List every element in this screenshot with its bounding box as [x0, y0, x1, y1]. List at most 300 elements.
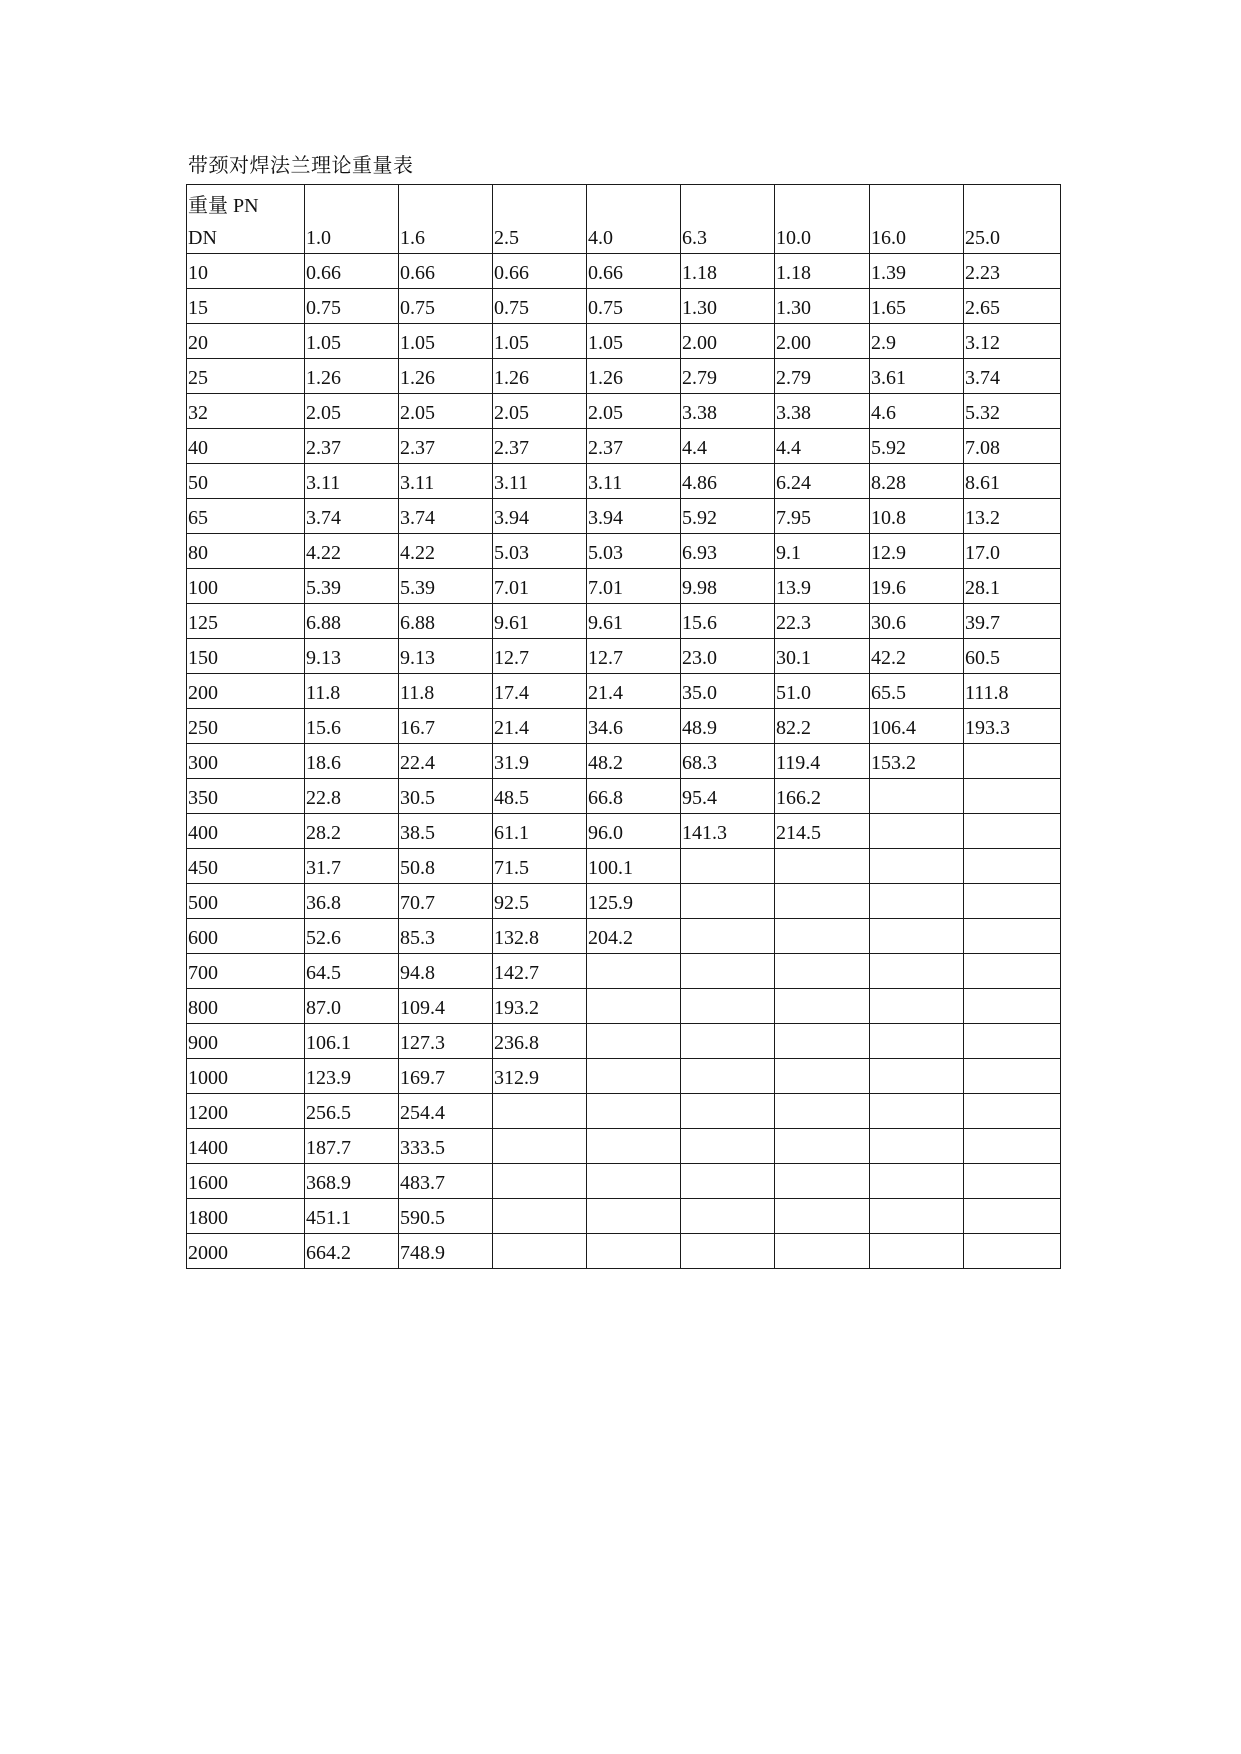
weight-cell: [775, 1164, 870, 1199]
dn-cell: 450: [187, 849, 305, 884]
dn-cell: 700: [187, 954, 305, 989]
dn-cell: 250: [187, 709, 305, 744]
dn-cell: 100: [187, 569, 305, 604]
weight-cell: 483.7: [399, 1164, 493, 1199]
weight-cell: [870, 1164, 964, 1199]
weight-cell: 3.94: [587, 499, 681, 534]
weight-cell: [775, 954, 870, 989]
dn-cell: 1400: [187, 1129, 305, 1164]
weight-cell: 35.0: [681, 674, 775, 709]
weight-cell: 3.11: [399, 464, 493, 499]
weight-cell: 6.88: [305, 604, 399, 639]
table-row: [187, 604, 1061, 639]
weight-cell: 11.8: [305, 674, 399, 709]
weight-cell: [493, 1094, 587, 1129]
weight-cell: 2.9: [870, 324, 964, 359]
weight-cell: 2.05: [587, 394, 681, 429]
weight-cell: 1.26: [305, 359, 399, 394]
weight-cell: 193.2: [493, 989, 587, 1024]
dn-cell: 50: [187, 464, 305, 499]
dn-cell: 2000: [187, 1234, 305, 1269]
weight-cell: [870, 1234, 964, 1269]
weight-cell: 7.95: [775, 499, 870, 534]
weight-cell: 48.9: [681, 709, 775, 744]
weight-cell: 94.8: [399, 954, 493, 989]
weight-cell: 8.61: [964, 464, 1061, 499]
weight-cell: [775, 884, 870, 919]
weight-cell: 38.5: [399, 814, 493, 849]
header-row: [187, 185, 1061, 254]
weight-cell: 10.8: [870, 499, 964, 534]
table-row: [187, 1059, 1061, 1094]
weight-cell: 9.98: [681, 569, 775, 604]
weight-cell: [775, 1234, 870, 1269]
weight-cell: 4.4: [681, 429, 775, 464]
weight-cell: [681, 1129, 775, 1164]
table-row: [187, 534, 1061, 569]
table-row: [187, 639, 1061, 674]
weight-cell: 71.5: [493, 849, 587, 884]
weight-cell: [681, 919, 775, 954]
weight-cell: 451.1: [305, 1199, 399, 1234]
weight-cell: [493, 1164, 587, 1199]
weight-cell: 0.75: [305, 289, 399, 324]
weight-cell: 256.5: [305, 1094, 399, 1129]
weight-cell: 1.26: [493, 359, 587, 394]
dn-cell: 1200: [187, 1094, 305, 1129]
weight-cell: 30.5: [399, 779, 493, 814]
weight-cell: [870, 1199, 964, 1234]
dn-cell: 40: [187, 429, 305, 464]
weight-cell: 3.12: [964, 324, 1061, 359]
weight-cell: 3.38: [681, 394, 775, 429]
weight-cell: [775, 989, 870, 1024]
weight-cell: [964, 1059, 1061, 1094]
weight-cell: 12.9: [870, 534, 964, 569]
weight-cell: 9.61: [587, 604, 681, 639]
table-row: [187, 779, 1061, 814]
table-row: [187, 324, 1061, 359]
weight-cell: 22.8: [305, 779, 399, 814]
weight-cell: 312.9: [493, 1059, 587, 1094]
table-row: [187, 359, 1061, 394]
weight-cell: [964, 1094, 1061, 1129]
dn-cell: 600: [187, 919, 305, 954]
dn-cell: 200: [187, 674, 305, 709]
weight-cell: [964, 1234, 1061, 1269]
table-row: [187, 989, 1061, 1024]
weight-cell: [681, 1094, 775, 1129]
weight-cell: 2.05: [305, 394, 399, 429]
weight-cell: 5.03: [587, 534, 681, 569]
dn-cell: 350: [187, 779, 305, 814]
weight-cell: [681, 884, 775, 919]
weight-cell: 0.75: [399, 289, 493, 324]
weight-cell: 60.5: [964, 639, 1061, 674]
dn-cell: 1600: [187, 1164, 305, 1199]
weight-cell: [964, 919, 1061, 954]
table-row: [187, 254, 1061, 289]
weight-cell: 111.8: [964, 674, 1061, 709]
weight-cell: 15.6: [305, 709, 399, 744]
weight-cell: 17.4: [493, 674, 587, 709]
weight-cell: 169.7: [399, 1059, 493, 1094]
weight-cell: 42.2: [870, 639, 964, 674]
weight-cell: 34.6: [587, 709, 681, 744]
weight-cell: 22.4: [399, 744, 493, 779]
weight-cell: 48.2: [587, 744, 681, 779]
weight-cell: 9.13: [305, 639, 399, 674]
dn-cell: 300: [187, 744, 305, 779]
weight-cell: 142.7: [493, 954, 587, 989]
weight-cell: 85.3: [399, 919, 493, 954]
weight-cell: 23.0: [681, 639, 775, 674]
weight-cell: 0.66: [399, 254, 493, 289]
weight-cell: 64.5: [305, 954, 399, 989]
weight-cell: 15.6: [681, 604, 775, 639]
weight-cell: [587, 1059, 681, 1094]
weight-cell: 82.2: [775, 709, 870, 744]
weight-cell: [681, 1234, 775, 1269]
weight-cell: 13.2: [964, 499, 1061, 534]
weight-cell: [964, 1164, 1061, 1199]
weight-cell: 50.8: [399, 849, 493, 884]
weight-cell: 1.05: [399, 324, 493, 359]
pn-header-cell: 1.0: [305, 185, 399, 254]
weight-cell: 2.05: [493, 394, 587, 429]
weight-cell: 125.9: [587, 884, 681, 919]
weight-cell: 28.1: [964, 569, 1061, 604]
table-row: [187, 464, 1061, 499]
weight-cell: [964, 849, 1061, 884]
weight-cell: 70.7: [399, 884, 493, 919]
weight-cell: [870, 814, 964, 849]
weight-cell: 17.0: [964, 534, 1061, 569]
table-row: [187, 499, 1061, 534]
weight-cell: 0.66: [587, 254, 681, 289]
weight-cell: [775, 1024, 870, 1059]
dn-cell: 25: [187, 359, 305, 394]
dn-cell: 400: [187, 814, 305, 849]
weight-cell: 6.24: [775, 464, 870, 499]
weight-cell: [587, 1164, 681, 1199]
weight-cell: [870, 1059, 964, 1094]
weight-cell: [587, 954, 681, 989]
weight-cell: 1.18: [681, 254, 775, 289]
weight-cell: [775, 1094, 870, 1129]
weight-cell: 2.37: [587, 429, 681, 464]
table-row: [187, 1024, 1061, 1059]
weight-cell: 123.9: [305, 1059, 399, 1094]
corner-dn-label: DN: [188, 227, 217, 249]
weight-cell: 87.0: [305, 989, 399, 1024]
weight-cell: 3.11: [305, 464, 399, 499]
table-row: [187, 429, 1061, 464]
weight-cell: 28.2: [305, 814, 399, 849]
weight-cell: [493, 1199, 587, 1234]
table-row: [187, 394, 1061, 429]
dn-cell: 150: [187, 639, 305, 674]
weight-cell: 68.3: [681, 744, 775, 779]
weight-cell: [681, 1164, 775, 1199]
weight-cell: 100.1: [587, 849, 681, 884]
weight-cell: 11.8: [399, 674, 493, 709]
pn-header-cell: 10.0: [775, 185, 870, 254]
weight-cell: 5.39: [305, 569, 399, 604]
table-row: [187, 849, 1061, 884]
weight-cell: [775, 1129, 870, 1164]
weight-cell: 0.75: [493, 289, 587, 324]
weight-cell: 4.22: [399, 534, 493, 569]
table-row: [187, 954, 1061, 989]
weight-cell: [775, 849, 870, 884]
weight-cell: 0.75: [587, 289, 681, 324]
weight-cell: 16.7: [399, 709, 493, 744]
weight-cell: [775, 1199, 870, 1234]
table-row: [187, 744, 1061, 779]
weight-cell: [870, 1024, 964, 1059]
weight-cell: 39.7: [964, 604, 1061, 639]
weight-cell: 22.3: [775, 604, 870, 639]
weight-cell: 1.65: [870, 289, 964, 324]
weight-cell: 36.8: [305, 884, 399, 919]
weight-cell: 2.37: [399, 429, 493, 464]
weight-cell: 5.39: [399, 569, 493, 604]
weight-cell: [587, 1129, 681, 1164]
weight-cell: 2.05: [399, 394, 493, 429]
pn-header-cell: 25.0: [964, 185, 1061, 254]
weight-cell: 132.8: [493, 919, 587, 954]
weight-cell: 18.6: [305, 744, 399, 779]
weight-cell: 1.05: [493, 324, 587, 359]
weight-cell: [870, 954, 964, 989]
weight-cell: [964, 1129, 1061, 1164]
table-row: [187, 1199, 1061, 1234]
weight-cell: 2.00: [775, 324, 870, 359]
weight-cell: [964, 1199, 1061, 1234]
weight-cell: 236.8: [493, 1024, 587, 1059]
weight-cell: [870, 849, 964, 884]
weight-cell: [681, 1059, 775, 1094]
weight-cell: 9.1: [775, 534, 870, 569]
weight-cell: 5.32: [964, 394, 1061, 429]
weight-cell: [681, 1199, 775, 1234]
weight-cell: 3.11: [587, 464, 681, 499]
weight-cell: 8.28: [870, 464, 964, 499]
weight-cell: [681, 954, 775, 989]
table-row: [187, 569, 1061, 604]
weight-cell: [964, 884, 1061, 919]
weight-cell: [870, 884, 964, 919]
dn-cell: 1000: [187, 1059, 305, 1094]
weight-cell: 4.22: [305, 534, 399, 569]
weight-cell: [681, 849, 775, 884]
weight-cell: [587, 1234, 681, 1269]
corner-weight-pn-label: 重量 PN: [188, 195, 259, 217]
weight-cell: 590.5: [399, 1199, 493, 1234]
weight-cell: 193.3: [964, 709, 1061, 744]
weight-cell: 3.74: [305, 499, 399, 534]
weight-cell: 96.0: [587, 814, 681, 849]
weight-cell: [681, 1024, 775, 1059]
weight-cell: 31.7: [305, 849, 399, 884]
weight-cell: [681, 989, 775, 1024]
flange-weight-table: [186, 184, 1061, 1269]
weight-cell: 166.2: [775, 779, 870, 814]
weight-cell: 2.37: [493, 429, 587, 464]
weight-cell: [964, 989, 1061, 1024]
weight-cell: 9.13: [399, 639, 493, 674]
dn-cell: 32: [187, 394, 305, 429]
table-row: [187, 709, 1061, 744]
dn-cell: 80: [187, 534, 305, 569]
dn-cell: 1800: [187, 1199, 305, 1234]
weight-cell: [870, 989, 964, 1024]
weight-cell: 204.2: [587, 919, 681, 954]
weight-cell: [870, 779, 964, 814]
table-row: [187, 884, 1061, 919]
table-row: [187, 289, 1061, 324]
weight-cell: 1.39: [870, 254, 964, 289]
table-body: [187, 185, 1061, 1269]
weight-cell: 1.05: [305, 324, 399, 359]
weight-cell: 30.6: [870, 604, 964, 639]
weight-cell: 13.9: [775, 569, 870, 604]
table-row: [187, 674, 1061, 709]
table-row: [187, 1094, 1061, 1129]
weight-cell: [775, 919, 870, 954]
weight-cell: 61.1: [493, 814, 587, 849]
weight-cell: 95.4: [681, 779, 775, 814]
weight-cell: 9.61: [493, 604, 587, 639]
weight-cell: 106.1: [305, 1024, 399, 1059]
weight-cell: 5.03: [493, 534, 587, 569]
weight-cell: 333.5: [399, 1129, 493, 1164]
weight-cell: [964, 779, 1061, 814]
dn-cell: 65: [187, 499, 305, 534]
weight-cell: 30.1: [775, 639, 870, 674]
pn-header-cell: 4.0: [587, 185, 681, 254]
weight-cell: [964, 814, 1061, 849]
weight-cell: 0.66: [493, 254, 587, 289]
weight-cell: 4.4: [775, 429, 870, 464]
weight-cell: 1.30: [775, 289, 870, 324]
weight-cell: 109.4: [399, 989, 493, 1024]
weight-cell: 51.0: [775, 674, 870, 709]
dn-cell: 20: [187, 324, 305, 359]
dn-cell: 125: [187, 604, 305, 639]
pn-header-cell: 2.5: [493, 185, 587, 254]
table-row: [187, 1164, 1061, 1199]
weight-cell: [493, 1129, 587, 1164]
weight-cell: [587, 1024, 681, 1059]
weight-cell: [587, 1094, 681, 1129]
weight-cell: [870, 919, 964, 954]
weight-cell: 48.5: [493, 779, 587, 814]
document-title: 带颈对焊法兰理论重量表: [188, 153, 414, 177]
weight-cell: [775, 1059, 870, 1094]
dn-cell: 10: [187, 254, 305, 289]
table-row: [187, 919, 1061, 954]
weight-cell: 2.00: [681, 324, 775, 359]
dn-cell: 900: [187, 1024, 305, 1059]
weight-cell: 187.7: [305, 1129, 399, 1164]
weight-cell: 66.8: [587, 779, 681, 814]
corner-header-cell: [187, 185, 305, 254]
weight-cell: 106.4: [870, 709, 964, 744]
weight-cell: [964, 1024, 1061, 1059]
dn-cell: 800: [187, 989, 305, 1024]
weight-cell: 127.3: [399, 1024, 493, 1059]
weight-cell: 7.08: [964, 429, 1061, 464]
weight-cell: 3.94: [493, 499, 587, 534]
weight-cell: 141.3: [681, 814, 775, 849]
weight-cell: 3.74: [964, 359, 1061, 394]
weight-cell: 254.4: [399, 1094, 493, 1129]
dn-cell: 15: [187, 289, 305, 324]
weight-cell: 748.9: [399, 1234, 493, 1269]
weight-cell: 21.4: [587, 674, 681, 709]
weight-cell: 5.92: [681, 499, 775, 534]
weight-cell: 12.7: [493, 639, 587, 674]
table-row: [187, 1234, 1061, 1269]
weight-cell: 4.6: [870, 394, 964, 429]
weight-cell: 3.11: [493, 464, 587, 499]
weight-cell: 153.2: [870, 744, 964, 779]
weight-cell: 7.01: [493, 569, 587, 604]
weight-cell: 664.2: [305, 1234, 399, 1269]
pn-header-cell: 6.3: [681, 185, 775, 254]
weight-cell: 2.37: [305, 429, 399, 464]
weight-cell: 12.7: [587, 639, 681, 674]
weight-cell: 65.5: [870, 674, 964, 709]
weight-cell: 2.79: [681, 359, 775, 394]
weight-cell: 92.5: [493, 884, 587, 919]
pn-header-cell: 1.6: [399, 185, 493, 254]
weight-cell: 21.4: [493, 709, 587, 744]
weight-cell: 3.38: [775, 394, 870, 429]
weight-cell: 119.4: [775, 744, 870, 779]
weight-cell: 1.18: [775, 254, 870, 289]
weight-cell: 214.5: [775, 814, 870, 849]
weight-cell: 0.66: [305, 254, 399, 289]
weight-cell: 3.74: [399, 499, 493, 534]
table-row: [187, 814, 1061, 849]
weight-cell: [870, 1094, 964, 1129]
weight-cell: 6.93: [681, 534, 775, 569]
weight-cell: 6.88: [399, 604, 493, 639]
weight-cell: 4.86: [681, 464, 775, 499]
weight-cell: [493, 1234, 587, 1269]
weight-cell: 1.26: [399, 359, 493, 394]
weight-cell: 3.61: [870, 359, 964, 394]
weight-cell: 1.26: [587, 359, 681, 394]
table-row: [187, 1129, 1061, 1164]
weight-cell: 5.92: [870, 429, 964, 464]
weight-cell: 2.65: [964, 289, 1061, 324]
weight-cell: 52.6: [305, 919, 399, 954]
weight-cell: [964, 744, 1061, 779]
weight-cell: [964, 954, 1061, 989]
weight-cell: 1.30: [681, 289, 775, 324]
weight-cell: 19.6: [870, 569, 964, 604]
weight-cell: 31.9: [493, 744, 587, 779]
pn-header-cell: 16.0: [870, 185, 964, 254]
weight-cell: [587, 989, 681, 1024]
weight-cell: 2.23: [964, 254, 1061, 289]
weight-cell: 7.01: [587, 569, 681, 604]
weight-cell: [587, 1199, 681, 1234]
